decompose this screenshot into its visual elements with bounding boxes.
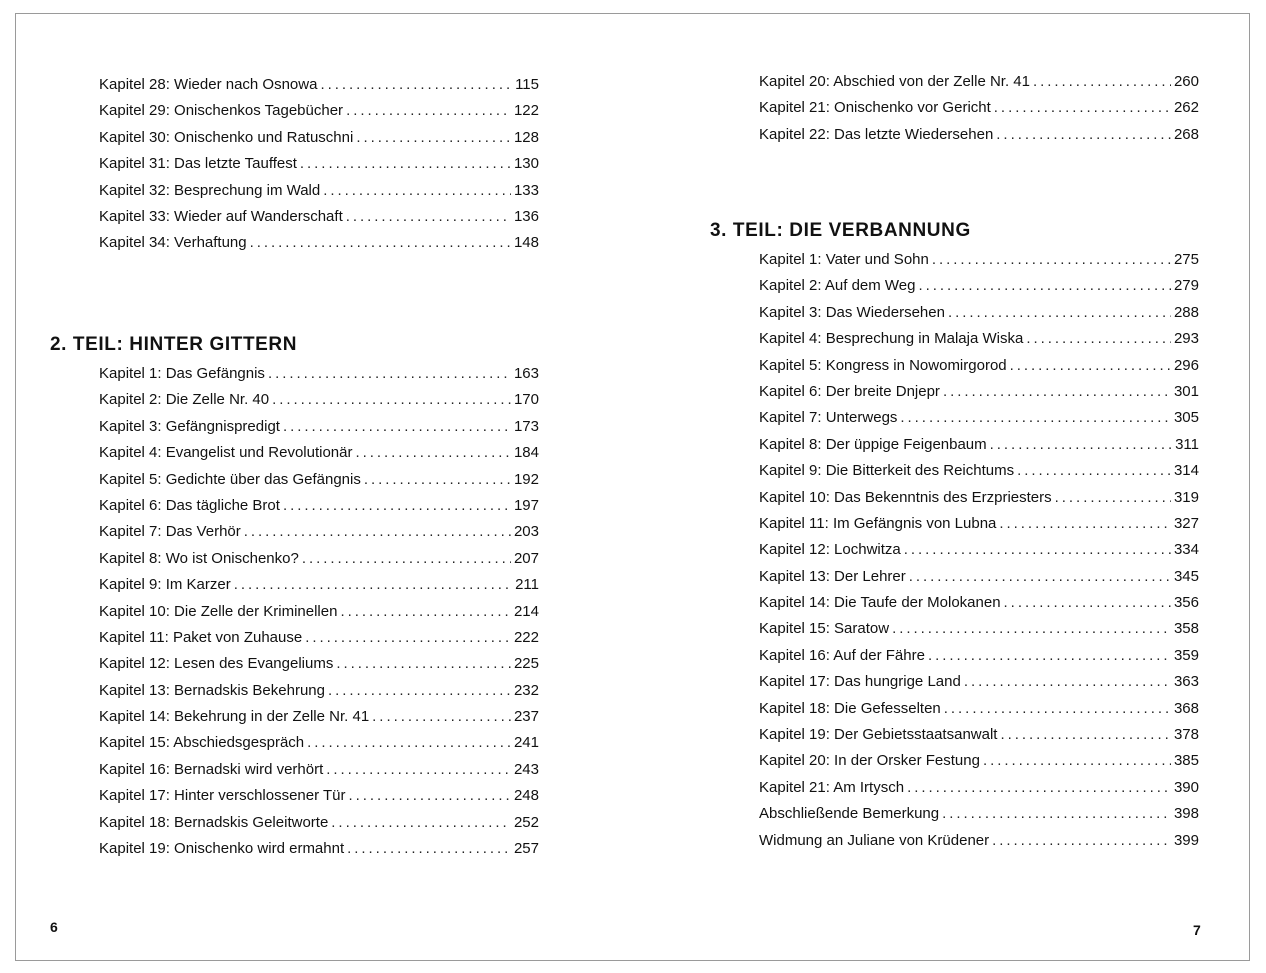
toc-dot-leader bbox=[944, 696, 1171, 722]
toc-entry-title: Kapitel 4: Besprechung in Malaja Wiska bbox=[759, 330, 1024, 348]
toc-dot-leader bbox=[307, 730, 511, 756]
toc-entry-page-number: 184 bbox=[513, 444, 539, 462]
toc-entry-page-number: 279 bbox=[1173, 277, 1199, 295]
toc-entry-page-number: 334 bbox=[1173, 541, 1199, 559]
toc-entry-page-number: 148 bbox=[513, 234, 539, 252]
toc-entry bbox=[759, 95, 1199, 121]
toc-entry-page-number: 257 bbox=[513, 840, 539, 858]
toc-entry bbox=[759, 247, 1199, 273]
toc-entry bbox=[99, 599, 539, 625]
toc-dot-leader bbox=[356, 125, 511, 151]
toc-dot-leader bbox=[1033, 69, 1171, 95]
toc-dot-leader bbox=[283, 493, 511, 519]
toc-entry bbox=[99, 151, 539, 177]
toc-entry-title: Kapitel 20: In der Orsker Festung bbox=[759, 752, 980, 770]
toc-dot-leader bbox=[300, 151, 511, 177]
toc-entry-page-number: 128 bbox=[513, 128, 539, 146]
toc-entry bbox=[759, 432, 1199, 458]
toc-entry-page-number: 311 bbox=[1175, 435, 1199, 453]
toc-dot-leader bbox=[326, 757, 511, 783]
toc-entry-title: Kapitel 18: Bernadskis Geleitworte bbox=[99, 813, 329, 831]
toc-dot-leader bbox=[1000, 722, 1171, 748]
toc-entry bbox=[759, 485, 1199, 511]
toc-entry-title: Kapitel 11: Im Gefängnis von Lubna bbox=[759, 514, 997, 532]
toc-entry-page-number: 207 bbox=[513, 549, 539, 567]
toc-dot-leader bbox=[268, 361, 511, 387]
toc-entry bbox=[759, 748, 1199, 774]
toc-entry bbox=[759, 616, 1199, 642]
toc-entry-title: Kapitel 1: Das Gefängnis bbox=[99, 365, 265, 382]
toc-dot-leader bbox=[250, 230, 511, 256]
toc-entry-page-number: 288 bbox=[1173, 303, 1199, 321]
toc-dot-leader bbox=[356, 440, 511, 466]
toc-entry bbox=[759, 590, 1199, 616]
toc-entry-title: Kapitel 15: Saratow bbox=[759, 620, 890, 638]
toc-entry-title: Kapitel 6: Der breite Dnjepr bbox=[759, 382, 940, 400]
toc-dot-leader bbox=[347, 836, 511, 862]
toc-entry-page-number: 248 bbox=[513, 787, 539, 805]
toc-entry bbox=[759, 775, 1199, 801]
toc-entry bbox=[99, 810, 539, 836]
toc-entry bbox=[759, 537, 1199, 563]
toc-entry-title: Kapitel 3: Das Wiedersehen bbox=[759, 303, 945, 321]
toc-entry bbox=[759, 122, 1199, 148]
toc-entry-title: Kapitel 21: Onischenko vor Gericht bbox=[759, 99, 991, 117]
toc-entry-title: Kapitel 14: Bekehrung in der Zelle Nr. 41 bbox=[99, 708, 370, 726]
page-number-right: 7 bbox=[1193, 922, 1201, 938]
toc-entry-page-number: 197 bbox=[513, 496, 539, 514]
toc-entry-title: Kapitel 4: Evangelist und Revolutionär bbox=[99, 444, 353, 462]
toc-dot-leader bbox=[983, 748, 1171, 774]
toc-entry bbox=[759, 511, 1199, 537]
toc-entry bbox=[759, 696, 1199, 722]
toc-entry-page-number: 133 bbox=[513, 181, 539, 199]
toc-entry-title: Kapitel 17: Das hungrige Land bbox=[759, 673, 961, 691]
toc-dot-leader bbox=[992, 828, 1171, 854]
toc-entry-page-number: 136 bbox=[513, 207, 539, 225]
toc-dot-leader bbox=[900, 405, 1171, 431]
toc-entry-title: Kapitel 16: Bernadski wird verhört bbox=[99, 760, 324, 778]
toc-dot-leader bbox=[999, 511, 1171, 537]
toc-entry bbox=[99, 467, 539, 493]
toc-dot-leader bbox=[907, 775, 1171, 801]
book-spread bbox=[15, 13, 1250, 961]
toc-entry-page-number: 399 bbox=[1173, 831, 1199, 849]
toc-entry bbox=[99, 704, 539, 730]
toc-entry-page-number: 163 bbox=[513, 365, 539, 382]
toc-entry bbox=[759, 722, 1199, 748]
toc-entry-title: Kapitel 28: Wieder nach Osnowa bbox=[99, 76, 318, 93]
toc-dot-leader bbox=[1017, 458, 1171, 484]
toc-entry bbox=[99, 730, 539, 756]
toc-entry-page-number: 356 bbox=[1173, 594, 1199, 612]
toc-entry-title: Kapitel 15: Abschiedsgespräch bbox=[99, 734, 305, 752]
toc-dot-leader bbox=[372, 704, 511, 730]
toc-entry-title: Kapitel 7: Unterwegs bbox=[759, 409, 898, 427]
toc-entry-page-number: 170 bbox=[513, 391, 539, 409]
toc-entry-title: Kapitel 2: Auf dem Weg bbox=[759, 277, 916, 295]
toc-dot-leader bbox=[244, 519, 511, 545]
toc-entry bbox=[99, 72, 539, 98]
toc-entry bbox=[759, 405, 1199, 431]
toc-entry-title: Kapitel 5: Gedichte über das Gefängnis bbox=[99, 470, 361, 488]
right-page bbox=[633, 14, 1251, 960]
toc-entry-page-number: 192 bbox=[513, 470, 539, 488]
toc-entry bbox=[99, 204, 539, 230]
toc-entry-title: Kapitel 13: Der Lehrer bbox=[759, 567, 906, 585]
toc-entry-page-number: 378 bbox=[1173, 726, 1199, 744]
toc-entry-title: Abschließende Bemerkung bbox=[759, 805, 940, 823]
toc-dot-leader bbox=[943, 379, 1171, 405]
toc-entry-page-number: 260 bbox=[1173, 73, 1199, 90]
toc-entry-title: Kapitel 7: Das Verhör bbox=[99, 523, 241, 541]
toc-entry-title: Kapitel 1: Vater und Sohn bbox=[759, 251, 929, 268]
toc-entry-title: Kapitel 19: Der Gebietsstaatsanwalt bbox=[759, 726, 998, 744]
toc-entry-page-number: 222 bbox=[513, 628, 539, 646]
toc-dot-leader bbox=[272, 387, 511, 413]
toc-dot-leader bbox=[336, 651, 511, 677]
toc-entry-page-number: 398 bbox=[1173, 805, 1199, 823]
toc-entry-title: Kapitel 12: Lochwitza bbox=[759, 541, 901, 559]
toc-entry bbox=[759, 458, 1199, 484]
toc-entry-title: Kapitel 19: Onischenko wird ermahnt bbox=[99, 840, 345, 858]
toc-dot-leader bbox=[364, 467, 511, 493]
toc-entry bbox=[99, 414, 539, 440]
toc-entry-page-number: 314 bbox=[1173, 462, 1199, 480]
toc-entry-page-number: 275 bbox=[1173, 251, 1199, 268]
toc-entry-page-number: 252 bbox=[513, 813, 539, 831]
toc-entry-page-number: 327 bbox=[1173, 514, 1199, 532]
toc-entry-title: Kapitel 3: Gefängnispredigt bbox=[99, 417, 280, 435]
toc-entry bbox=[99, 836, 539, 862]
toc-dot-leader bbox=[892, 616, 1171, 642]
toc-entry bbox=[99, 387, 539, 413]
toc-entry-title: Kapitel 8: Wo ist Onischenko? bbox=[99, 549, 299, 567]
toc-entry-title: Kapitel 9: Im Karzer bbox=[99, 576, 231, 594]
toc-entry-title: Kapitel 10: Das Bekenntnis des Erzpriesters bbox=[759, 488, 1052, 506]
toc-entry-page-number: 345 bbox=[1173, 567, 1199, 585]
toc-entry bbox=[99, 178, 539, 204]
toc-entry-page-number: 225 bbox=[513, 655, 539, 673]
toc-entry bbox=[99, 625, 539, 651]
toc-dot-leader bbox=[964, 669, 1171, 695]
toc-dot-leader bbox=[323, 178, 511, 204]
toc-entry-title: Kapitel 12: Lesen des Evangeliums bbox=[99, 655, 334, 673]
toc-entry-title: Kapitel 9: Die Bitterkeit des Reichtums bbox=[759, 462, 1015, 480]
toc-entry-page-number: 232 bbox=[513, 681, 539, 699]
toc-entry bbox=[99, 572, 539, 598]
toc-entry-page-number: 390 bbox=[1173, 778, 1199, 796]
toc-entry-page-number: 211 bbox=[515, 576, 539, 594]
toc-entry-page-number: 130 bbox=[513, 155, 539, 173]
toc-entry-page-number: 262 bbox=[1173, 99, 1199, 117]
toc-entry-page-number: 385 bbox=[1173, 752, 1199, 770]
toc-entry-page-number: 268 bbox=[1173, 125, 1199, 143]
toc-list-part2 bbox=[99, 361, 539, 862]
toc-entry bbox=[99, 546, 539, 572]
toc-entry bbox=[99, 651, 539, 677]
toc-entry-title: Kapitel 16: Auf der Fähre bbox=[759, 646, 925, 664]
toc-entry-page-number: 214 bbox=[513, 602, 539, 620]
toc-dot-leader bbox=[932, 247, 1171, 273]
toc-entry bbox=[759, 273, 1199, 299]
toc-entry bbox=[759, 828, 1199, 854]
toc-entry-title: Kapitel 33: Wieder auf Wanderschaft bbox=[99, 207, 343, 225]
toc-entry-page-number: 237 bbox=[513, 708, 539, 726]
toc-entry-page-number: 359 bbox=[1173, 646, 1199, 664]
toc-dot-leader bbox=[996, 122, 1171, 148]
toc-entry bbox=[759, 353, 1199, 379]
toc-entry-title: Kapitel 29: Onischenkos Tagebücher bbox=[99, 102, 344, 120]
toc-list-part2-continued bbox=[759, 69, 1199, 148]
toc-entry bbox=[99, 678, 539, 704]
toc-entry bbox=[99, 230, 539, 256]
toc-entry-title: Kapitel 5: Kongress in Nowomirgorod bbox=[759, 356, 1007, 374]
toc-entry-page-number: 363 bbox=[1173, 673, 1199, 691]
left-page bbox=[16, 14, 633, 960]
part2-heading: 2. TEIL: HINTER GITTERN bbox=[50, 334, 298, 355]
page-number-left: 6 bbox=[50, 919, 58, 935]
toc-dot-leader bbox=[340, 599, 511, 625]
toc-dot-leader bbox=[349, 783, 511, 809]
toc-entry-title: Kapitel 21: Am Irtysch bbox=[759, 778, 905, 796]
toc-list-part3 bbox=[759, 247, 1199, 854]
toc-entry bbox=[99, 493, 539, 519]
toc-entry-page-number: 173 bbox=[513, 417, 539, 435]
toc-entry-title: Kapitel 30: Onischenko und Ratuschni bbox=[99, 128, 354, 146]
toc-dot-leader bbox=[928, 643, 1171, 669]
toc-dot-leader bbox=[948, 300, 1171, 326]
toc-entry-title: Kapitel 31: Das letzte Tauffest bbox=[99, 155, 297, 173]
toc-entry bbox=[759, 300, 1199, 326]
toc-dot-leader bbox=[346, 204, 511, 230]
toc-entry-title: Kapitel 13: Bernadskis Bekehrung bbox=[99, 681, 325, 699]
toc-dot-leader bbox=[904, 537, 1171, 563]
toc-entry bbox=[99, 519, 539, 545]
toc-entry-page-number: 368 bbox=[1173, 699, 1199, 717]
toc-entry bbox=[99, 783, 539, 809]
toc-dot-leader bbox=[1026, 326, 1171, 352]
toc-entry bbox=[759, 326, 1199, 352]
toc-dot-leader bbox=[234, 572, 512, 598]
toc-dot-leader bbox=[990, 432, 1172, 458]
toc-entry-page-number: 296 bbox=[1173, 356, 1199, 374]
toc-entry bbox=[99, 440, 539, 466]
toc-dot-leader bbox=[1055, 485, 1171, 511]
toc-entry bbox=[759, 643, 1199, 669]
toc-entry-page-number: 115 bbox=[515, 76, 539, 93]
toc-entry-title: Kapitel 20: Abschied von der Zelle Nr. 41 bbox=[759, 73, 1030, 90]
toc-dot-leader bbox=[909, 564, 1171, 590]
toc-entry-title: Kapitel 10: Die Zelle der Kriminellen bbox=[99, 602, 338, 620]
toc-entry bbox=[759, 801, 1199, 827]
toc-entry-title: Kapitel 2: Die Zelle Nr. 40 bbox=[99, 391, 270, 409]
toc-entry bbox=[759, 669, 1199, 695]
toc-entry-page-number: 293 bbox=[1173, 330, 1199, 348]
toc-entry bbox=[99, 757, 539, 783]
toc-entry-title: Kapitel 34: Verhaftung bbox=[99, 234, 247, 252]
toc-entry bbox=[759, 379, 1199, 405]
part3-heading: 3. TEIL: DIE VERBANNUNG bbox=[710, 220, 971, 241]
toc-dot-leader bbox=[1004, 590, 1171, 616]
toc-dot-leader bbox=[331, 810, 511, 836]
toc-entry-page-number: 122 bbox=[513, 102, 539, 120]
toc-entry-title: Kapitel 22: Das letzte Wiedersehen bbox=[759, 125, 994, 143]
toc-entry-page-number: 319 bbox=[1173, 488, 1199, 506]
toc-dot-leader bbox=[994, 95, 1171, 121]
toc-entry-title: Kapitel 6: Das tägliche Brot bbox=[99, 496, 280, 514]
toc-dot-leader bbox=[346, 98, 511, 124]
toc-entry-page-number: 358 bbox=[1173, 620, 1199, 638]
toc-entry bbox=[759, 564, 1199, 590]
toc-entry bbox=[99, 361, 539, 387]
toc-entry-page-number: 241 bbox=[513, 734, 539, 752]
toc-entry-title: Kapitel 32: Besprechung im Wald bbox=[99, 181, 321, 199]
toc-entry-page-number: 305 bbox=[1173, 409, 1199, 427]
toc-entry bbox=[99, 125, 539, 151]
toc-entry-title: Kapitel 8: Der üppige Feigenbaum bbox=[759, 435, 987, 453]
toc-dot-leader bbox=[305, 625, 511, 651]
toc-dot-leader bbox=[328, 678, 511, 704]
toc-entry-title: Kapitel 18: Die Gefesselten bbox=[759, 699, 941, 717]
toc-entry-page-number: 203 bbox=[513, 523, 539, 541]
toc-entry-page-number: 243 bbox=[513, 760, 539, 778]
toc-dot-leader bbox=[918, 273, 1170, 299]
toc-dot-leader bbox=[320, 72, 512, 98]
toc-entry-title: Kapitel 14: Die Taufe der Molokanen bbox=[759, 594, 1001, 612]
toc-dot-leader bbox=[942, 801, 1171, 827]
toc-dot-leader bbox=[302, 546, 511, 572]
toc-entry-page-number: 301 bbox=[1173, 382, 1199, 400]
toc-entry-title: Widmung an Juliane von Krüdener bbox=[759, 831, 990, 849]
toc-entry bbox=[759, 69, 1199, 95]
toc-entry bbox=[99, 98, 539, 124]
toc-dot-leader bbox=[283, 414, 511, 440]
toc-entry-title: Kapitel 11: Paket von Zuhause bbox=[99, 628, 303, 646]
toc-entry-title: Kapitel 17: Hinter verschlossener Tür bbox=[99, 787, 346, 805]
toc-list-part1-continued bbox=[99, 72, 539, 257]
toc-dot-leader bbox=[1010, 353, 1171, 379]
